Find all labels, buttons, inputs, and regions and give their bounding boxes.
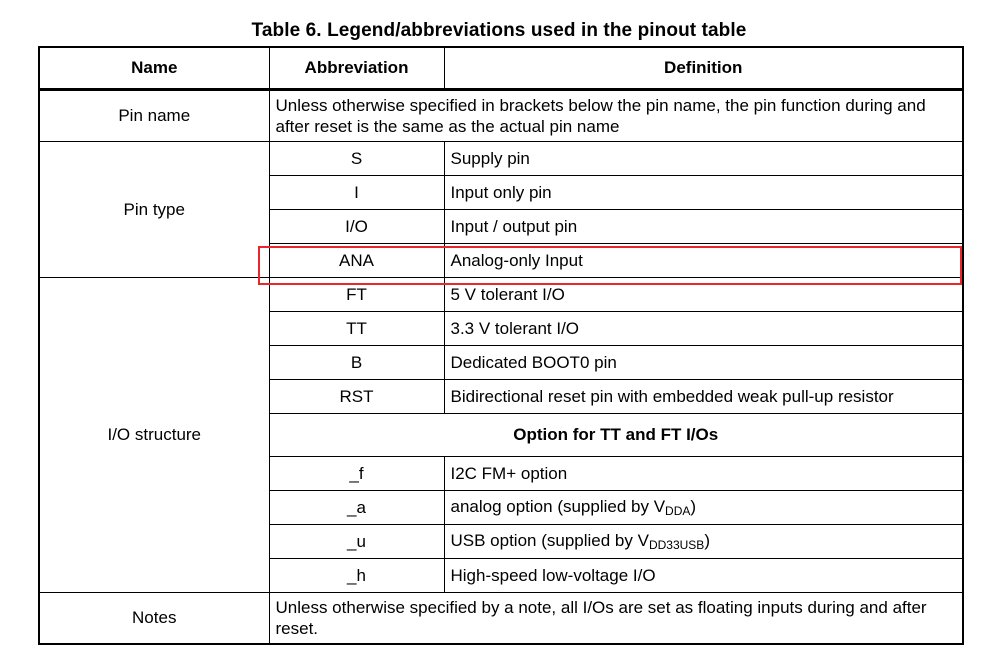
definition-cell: Input only pin xyxy=(444,176,963,210)
abbreviation-cell: B xyxy=(269,346,444,380)
definition-cell: Supply pin xyxy=(444,142,963,176)
definition-text: analog option (supplied by V xyxy=(450,497,666,516)
name-cell-io-structure: I/O structure xyxy=(39,278,269,593)
definition-cell: High-speed low-voltage I/O xyxy=(444,559,963,593)
table-row-pin-name xyxy=(39,90,963,142)
definition-text-suffix: ) xyxy=(704,531,710,550)
header-abbreviation: Abbreviation xyxy=(269,47,444,90)
abbreviation-cell: S xyxy=(269,142,444,176)
definition-cell: I2C FM+ option xyxy=(444,457,963,491)
table-title: Table 6. Legend/abbreviations used in the pinout table xyxy=(251,20,747,41)
abbreviation-cell: _a xyxy=(269,491,444,525)
abbreviation-cell: _f xyxy=(269,457,444,491)
name-cell: Notes xyxy=(39,593,269,645)
definition-cell: Input / output pin xyxy=(444,210,963,244)
abbreviation-cell: I/O xyxy=(269,210,444,244)
option-subheader: Option for TT and FT I/Os xyxy=(269,414,963,457)
table-row xyxy=(39,142,963,176)
definition-text: USB option (supplied by V xyxy=(450,531,649,550)
definition-cell: Bidirectional reset pin with embedded weak pull-up resistor xyxy=(444,380,963,414)
definition-cell xyxy=(444,491,963,525)
definition-text-suffix: ) xyxy=(690,497,697,516)
definition-cell: 3.3 V tolerant I/O xyxy=(444,312,963,346)
subscript-text: DD33USB xyxy=(648,538,705,552)
name-cell: Pin name xyxy=(39,90,269,142)
definition-cell: 5 V tolerant I/O xyxy=(444,278,963,312)
abbreviation-cell: RST xyxy=(269,380,444,414)
abbreviation-cell: TT xyxy=(269,312,444,346)
definition-cell: Unless otherwise specified in brackets below the pin name, the pin function during and after reset is the same as the actual pin name xyxy=(269,90,963,142)
header-name: Name xyxy=(39,47,269,90)
abbreviation-cell: I xyxy=(269,176,444,210)
definition-cell xyxy=(444,525,963,559)
abbreviation-cell: _u xyxy=(269,525,444,559)
abbreviation-cell: _h xyxy=(269,559,444,593)
definition-cell: Analog-only Input xyxy=(444,244,963,278)
definition-cell: Unless otherwise specified by a note, all I/Os are set as floating inputs during and after reset. xyxy=(269,593,963,645)
name-cell-pin-type: Pin type xyxy=(39,142,269,278)
table-header-row xyxy=(39,47,963,90)
pinout-legend-table xyxy=(38,46,964,645)
definition-cell: Dedicated BOOT0 pin xyxy=(444,346,963,380)
table-row-notes xyxy=(39,593,963,645)
table-row xyxy=(39,278,963,312)
abbreviation-cell: FT xyxy=(269,278,444,312)
header-definition: Definition xyxy=(444,47,963,90)
abbreviation-cell: ANA xyxy=(269,244,444,278)
subscript-text: DDA xyxy=(665,504,691,518)
